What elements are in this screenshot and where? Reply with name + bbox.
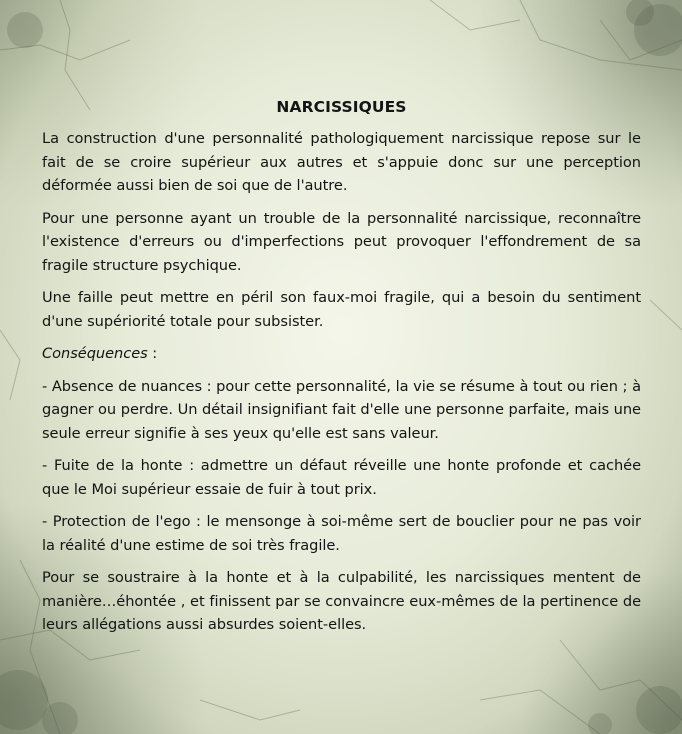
consequence-ego: - Protection de l'ego : le mensonge à soi-même sert de bouclier pour ne pas voir la réalité d'une estime de soi très fragile.: [42, 513, 641, 554]
consequence-nuances: - Absence de nuances : pour cette personnalité, la vie se résume à tout ou rien ; à gagner ou perdre. Un détail insignifiant fait d'elle une personne parfaite, mais une seule erreur signifie à ses yeux qu'elle est sans valeur.: [42, 377, 641, 442]
paragraph-faux-moi: Une faille peut mettre en péril son faux-moi fragile, qui a besoin du sentiment d'une supériorité totale pour subsister.: [42, 289, 641, 330]
consequences-colon: :: [147, 345, 158, 362]
consequences-label: Conséquences: [42, 345, 148, 362]
consequences-heading: [42, 342, 641, 366]
consequence-honte: - Fuite de la honte : admettre un défaut réveille une honte profonde et cachée que le Moi supérieur essaie de fuir à tout prix.: [42, 457, 641, 498]
article: [42, 96, 641, 637]
paragraph-conclusion: Pour se soustraire à la honte et à la culpabilité, les narcissiques mentent de manière…éhontée , et finissent par se convaincre eux-mêmes de la pertinence de leurs allégations aussi absurdes soient-elles.: [42, 569, 641, 633]
page-title: NARCISSIQUES: [276, 98, 407, 116]
paragraph-intro: La construction d'une personnalité pathologiquement narcissique repose sur le fait de se croire supérieur aux autres et s'appuie donc sur une perception déformée aussi bien de soi que de l'autre.: [42, 130, 641, 194]
paragraph-recognition: Pour une personne ayant un trouble de la personnalité narcissique, reconnaître l'existence d'erreurs ou d'imperfections peut provoquer l'effondrement de sa fragile structure psychique.: [42, 209, 641, 274]
